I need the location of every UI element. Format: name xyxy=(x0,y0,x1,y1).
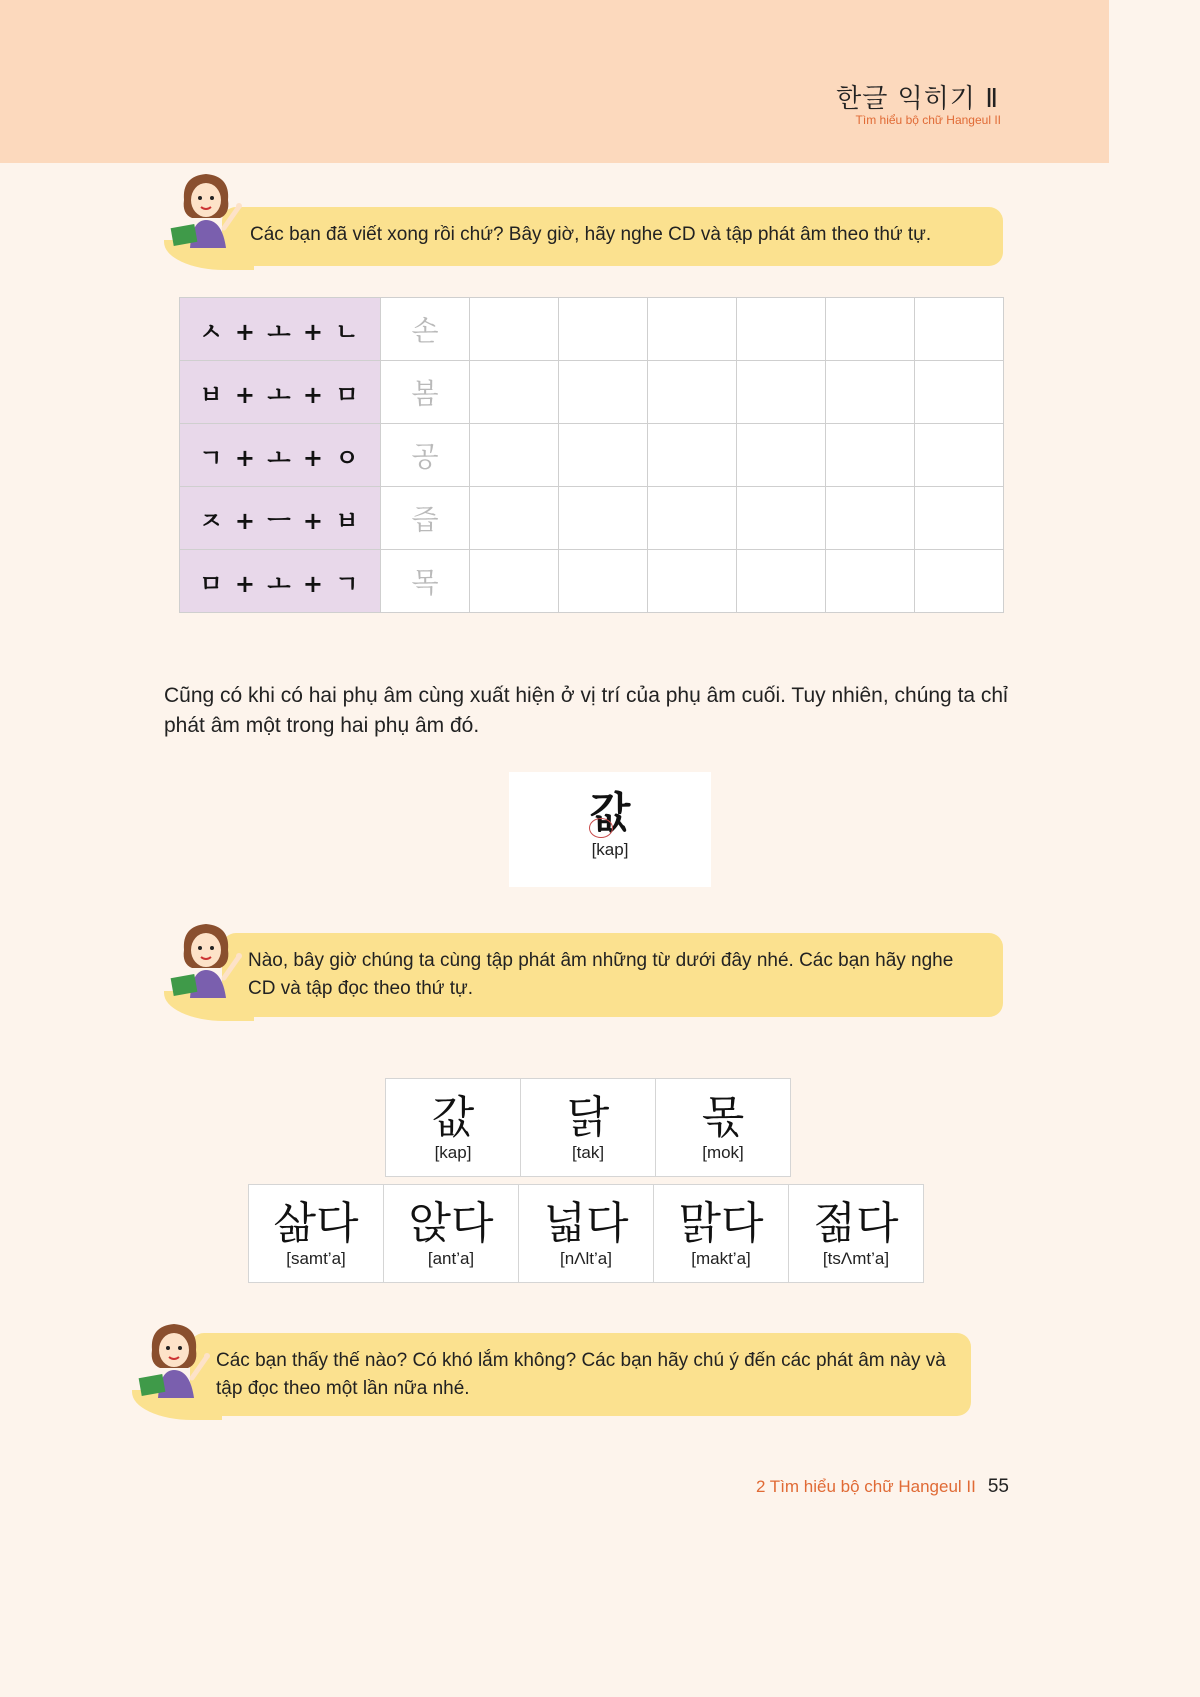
example-romanization: [kap] xyxy=(591,840,629,859)
writing-cell xyxy=(737,487,826,550)
footer-chapter: 2 Tìm hiểu bộ chữ Hangeul II xyxy=(755,1477,976,1496)
writing-cell xyxy=(648,550,737,613)
writing-cell xyxy=(737,361,826,424)
writing-cell xyxy=(559,298,648,361)
word: 앉다 xyxy=(408,1198,494,1249)
writing-cell xyxy=(648,361,737,424)
practice-table xyxy=(179,297,1004,613)
writing-cell xyxy=(470,487,559,550)
writing-cell xyxy=(826,487,915,550)
romanization: [kap] xyxy=(434,1143,472,1162)
writing-cell xyxy=(826,361,915,424)
writing-cell xyxy=(737,298,826,361)
word: 값 xyxy=(431,1092,475,1143)
romanization: [tsΛmt’a] xyxy=(822,1249,890,1268)
writing-cell xyxy=(470,424,559,487)
writing-cell xyxy=(915,487,1004,550)
highlight-circle xyxy=(589,818,613,838)
writing-cell xyxy=(470,361,559,424)
teacher-illustration-icon xyxy=(168,170,250,266)
word-card xyxy=(653,1184,789,1283)
sample-syllable: 봄 xyxy=(381,361,470,424)
letter-formula: ㅈ + ㅡ + ㅂ xyxy=(180,487,381,550)
writing-cell xyxy=(826,298,915,361)
word-card xyxy=(385,1078,521,1177)
instruction-text-3: Các bạn thấy thế nào? Có khó lắm không? Các bạn hãy chú ý đến các phát âm này và tập đọc theo một lần nữa nhé. xyxy=(216,1350,946,1399)
chapter-subtitle: Tìm hiểu bộ chữ Hangeul II xyxy=(855,113,1001,127)
romanization: [samt’a] xyxy=(286,1249,346,1268)
sample-syllable: 공 xyxy=(381,424,470,487)
romanization: [tak] xyxy=(571,1143,605,1162)
word-card xyxy=(248,1184,384,1283)
example-word: 값 xyxy=(589,788,631,837)
writing-cell xyxy=(915,298,1004,361)
chapter-title: 한글 익히기 Ⅱ xyxy=(836,84,999,114)
letter-formula: ㅁ + ㅗ + ㄱ xyxy=(180,550,381,613)
table-row xyxy=(180,424,1004,487)
word-grid-row-1 xyxy=(386,1078,791,1177)
letter-formula: ㅅ + ㅗ + ㄴ xyxy=(180,298,381,361)
instruction-text-1: Các bạn đã viết xong rồi chứ? Bây giờ, hãy nghe CD và tập phát âm theo thứ tự. xyxy=(250,224,932,245)
instruction-text-2: Nào, bây giờ chúng ta cùng tập phát âm những từ dưới đây nhé. Các bạn hãy nghe CD và tập đọc theo thứ tự. xyxy=(248,950,954,999)
page-footer xyxy=(756,1476,1009,1498)
writing-cell xyxy=(648,298,737,361)
writing-cell xyxy=(470,550,559,613)
teacher-illustration-icon xyxy=(168,920,250,1016)
letter-formula: ㅂ + ㅗ + ㅁ xyxy=(180,361,381,424)
instruction-bubble-3 xyxy=(190,1333,971,1416)
word: 몫 xyxy=(701,1092,745,1143)
word: 넓다 xyxy=(543,1198,629,1249)
romanization: [makt’a] xyxy=(691,1249,751,1268)
word-card xyxy=(518,1184,654,1283)
letter-formula: ㄱ + ㅗ + ㅇ xyxy=(180,424,381,487)
writing-cell xyxy=(648,424,737,487)
writing-cell xyxy=(559,424,648,487)
explanation-paragraph: Cũng có khi có hai phụ âm cùng xuất hiện ở vị trí của phụ âm cuối. Tuy nhiên, chúng ta chỉ phát âm một trong hai phụ âm đó. xyxy=(164,684,1008,737)
word-card xyxy=(383,1184,519,1283)
teacher-illustration-icon xyxy=(136,1320,218,1416)
writing-cell xyxy=(915,361,1004,424)
word-card xyxy=(788,1184,924,1283)
writing-cell xyxy=(648,487,737,550)
writing-cell xyxy=(737,550,826,613)
sample-syllable: 손 xyxy=(381,298,470,361)
writing-cell xyxy=(826,550,915,613)
sample-syllable: 즙 xyxy=(381,487,470,550)
table-row xyxy=(180,298,1004,361)
writing-cell xyxy=(915,424,1004,487)
word: 젊다 xyxy=(813,1198,899,1249)
writing-cell xyxy=(559,487,648,550)
writing-cell xyxy=(470,298,559,361)
writing-cell xyxy=(737,424,826,487)
sample-syllable: 목 xyxy=(381,550,470,613)
word-card xyxy=(520,1078,656,1177)
instruction-bubble-2 xyxy=(222,933,1003,1017)
page-number: 55 xyxy=(987,1476,1009,1497)
romanization: [nΛlt’a] xyxy=(560,1249,612,1268)
table-row xyxy=(180,550,1004,613)
word: 맑다 xyxy=(678,1198,764,1249)
word-grid-row-2 xyxy=(249,1184,924,1283)
word: 닭 xyxy=(566,1092,610,1143)
romanization: [mok] xyxy=(702,1143,744,1162)
instruction-bubble-1 xyxy=(222,207,1003,266)
writing-cell xyxy=(826,424,915,487)
romanization: [ant’a] xyxy=(427,1249,475,1268)
writing-cell xyxy=(915,550,1004,613)
table-row xyxy=(180,361,1004,424)
word: 삶다 xyxy=(273,1198,359,1249)
writing-cell xyxy=(559,361,648,424)
word-card xyxy=(655,1078,791,1177)
writing-cell xyxy=(559,550,648,613)
table-row xyxy=(180,487,1004,550)
